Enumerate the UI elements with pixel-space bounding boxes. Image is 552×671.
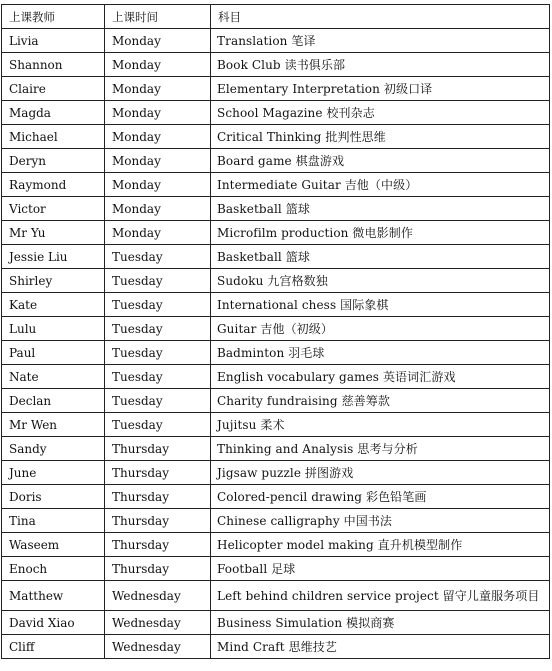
teacher-cell: Paul bbox=[2, 341, 105, 365]
teacher-cell: Doris bbox=[2, 485, 105, 509]
subject-cell: Jigsaw puzzle 拼图游戏 bbox=[211, 461, 550, 485]
day-cell: Tuesday bbox=[105, 413, 211, 437]
table-row bbox=[2, 533, 550, 557]
table-row bbox=[2, 53, 550, 77]
subject-cell: Intermediate Guitar 吉他（中级） bbox=[211, 173, 550, 197]
subject-cell: Book Club 读书俱乐部 bbox=[211, 53, 550, 77]
table-row bbox=[2, 485, 550, 509]
table-row bbox=[2, 635, 550, 659]
subject-cell: Board game 棋盘游戏 bbox=[211, 149, 550, 173]
day-cell: Tuesday bbox=[105, 293, 211, 317]
teacher-cell: Victor bbox=[2, 197, 105, 221]
teacher-cell: Declan bbox=[2, 389, 105, 413]
day-cell: Tuesday bbox=[105, 269, 211, 293]
table-row bbox=[2, 77, 550, 101]
teacher-cell: Raymond bbox=[2, 173, 105, 197]
table-row bbox=[2, 317, 550, 341]
day-cell: Thursday bbox=[105, 557, 211, 581]
teacher-cell: Jessie Liu bbox=[2, 245, 105, 269]
header-teacher: 上课教师 bbox=[2, 5, 105, 29]
day-cell: Thursday bbox=[105, 461, 211, 485]
day-cell: Monday bbox=[105, 221, 211, 245]
table-row bbox=[2, 341, 550, 365]
day-cell: Monday bbox=[105, 125, 211, 149]
day-cell: Tuesday bbox=[105, 389, 211, 413]
header-subject: 科目 bbox=[211, 5, 550, 29]
subject-cell: Badminton 羽毛球 bbox=[211, 341, 550, 365]
day-cell: Monday bbox=[105, 149, 211, 173]
table-row bbox=[2, 29, 550, 53]
teacher-cell: Claire bbox=[2, 77, 105, 101]
table-row bbox=[2, 413, 550, 437]
table-row bbox=[2, 557, 550, 581]
teacher-cell: Deryn bbox=[2, 149, 105, 173]
teacher-cell: Lulu bbox=[2, 317, 105, 341]
teacher-cell: June bbox=[2, 461, 105, 485]
teacher-cell: Matthew bbox=[2, 581, 105, 611]
teacher-cell: Mr Yu bbox=[2, 221, 105, 245]
subject-cell: Guitar 吉他（初级） bbox=[211, 317, 550, 341]
day-cell: Thursday bbox=[105, 533, 211, 557]
teacher-cell: Cliff bbox=[2, 635, 105, 659]
subject-cell: Left behind children service project 留守儿童服务项目 bbox=[211, 581, 550, 611]
teacher-cell: Livia bbox=[2, 29, 105, 53]
teacher-cell: Kate bbox=[2, 293, 105, 317]
subject-cell: Translation 笔译 bbox=[211, 29, 550, 53]
header-time: 上课时间 bbox=[105, 5, 211, 29]
day-cell: Tuesday bbox=[105, 365, 211, 389]
day-cell: Tuesday bbox=[105, 245, 211, 269]
subject-cell: International chess 国际象棋 bbox=[211, 293, 550, 317]
teacher-cell: Waseem bbox=[2, 533, 105, 557]
teacher-cell: Sandy bbox=[2, 437, 105, 461]
subject-cell: Thinking and Analysis 思考与分析 bbox=[211, 437, 550, 461]
day-cell: Monday bbox=[105, 53, 211, 77]
day-cell: Monday bbox=[105, 77, 211, 101]
day-cell: Wednesday bbox=[105, 635, 211, 659]
teacher-cell: Michael bbox=[2, 125, 105, 149]
table-row bbox=[2, 437, 550, 461]
course-schedule bbox=[1, 4, 549, 659]
subject-cell: Charity fundraising 慈善筹款 bbox=[211, 389, 550, 413]
teacher-cell: Mr Wen bbox=[2, 413, 105, 437]
table-row bbox=[2, 197, 550, 221]
subject-cell: Colored-pencil drawing 彩色铅笔画 bbox=[211, 485, 550, 509]
subject-cell: English vocabulary games 英语词汇游戏 bbox=[211, 365, 550, 389]
day-cell: Monday bbox=[105, 173, 211, 197]
subject-cell: Helicopter model making 直升机模型制作 bbox=[211, 533, 550, 557]
table-row bbox=[2, 461, 550, 485]
table-row bbox=[2, 101, 550, 125]
subject-cell: Jujitsu 柔术 bbox=[211, 413, 550, 437]
subject-cell: Elementary Interpretation 初级口译 bbox=[211, 77, 550, 101]
teacher-cell: Shirley bbox=[2, 269, 105, 293]
day-cell: Monday bbox=[105, 29, 211, 53]
day-cell: Wednesday bbox=[105, 611, 211, 635]
subject-cell: Basketball 篮球 bbox=[211, 245, 550, 269]
subject-cell: Microfilm production 微电影制作 bbox=[211, 221, 550, 245]
table-row bbox=[2, 293, 550, 317]
day-cell: Tuesday bbox=[105, 341, 211, 365]
day-cell: Monday bbox=[105, 197, 211, 221]
table-row bbox=[2, 221, 550, 245]
course-table bbox=[1, 4, 550, 659]
table-row bbox=[2, 581, 550, 611]
day-cell: Thursday bbox=[105, 509, 211, 533]
table-row bbox=[2, 149, 550, 173]
subject-cell: Critical Thinking 批判性思维 bbox=[211, 125, 550, 149]
day-cell: Thursday bbox=[105, 485, 211, 509]
day-cell: Monday bbox=[105, 101, 211, 125]
table-row bbox=[2, 389, 550, 413]
teacher-cell: Enoch bbox=[2, 557, 105, 581]
subject-cell: Football 足球 bbox=[211, 557, 550, 581]
teacher-cell: Shannon bbox=[2, 53, 105, 77]
table-row bbox=[2, 611, 550, 635]
table-row bbox=[2, 125, 550, 149]
table-body bbox=[2, 29, 550, 659]
table-row bbox=[2, 269, 550, 293]
table-row bbox=[2, 365, 550, 389]
subject-cell: School Magazine 校刊杂志 bbox=[211, 101, 550, 125]
subject-cell: Mind Craft 思维技艺 bbox=[211, 635, 550, 659]
teacher-cell: Tina bbox=[2, 509, 105, 533]
subject-cell: Business Simulation 模拟商赛 bbox=[211, 611, 550, 635]
table-row bbox=[2, 509, 550, 533]
teacher-cell: Nate bbox=[2, 365, 105, 389]
teacher-cell: Magda bbox=[2, 101, 105, 125]
teacher-cell: David Xiao bbox=[2, 611, 105, 635]
subject-cell: Sudoku 九宫格数独 bbox=[211, 269, 550, 293]
subject-cell: Basketball 篮球 bbox=[211, 197, 550, 221]
day-cell: Wednesday bbox=[105, 581, 211, 611]
table-row bbox=[2, 173, 550, 197]
table-row bbox=[2, 245, 550, 269]
day-cell: Tuesday bbox=[105, 317, 211, 341]
header-row bbox=[2, 5, 550, 29]
subject-cell: Chinese calligraphy 中国书法 bbox=[211, 509, 550, 533]
day-cell: Thursday bbox=[105, 437, 211, 461]
